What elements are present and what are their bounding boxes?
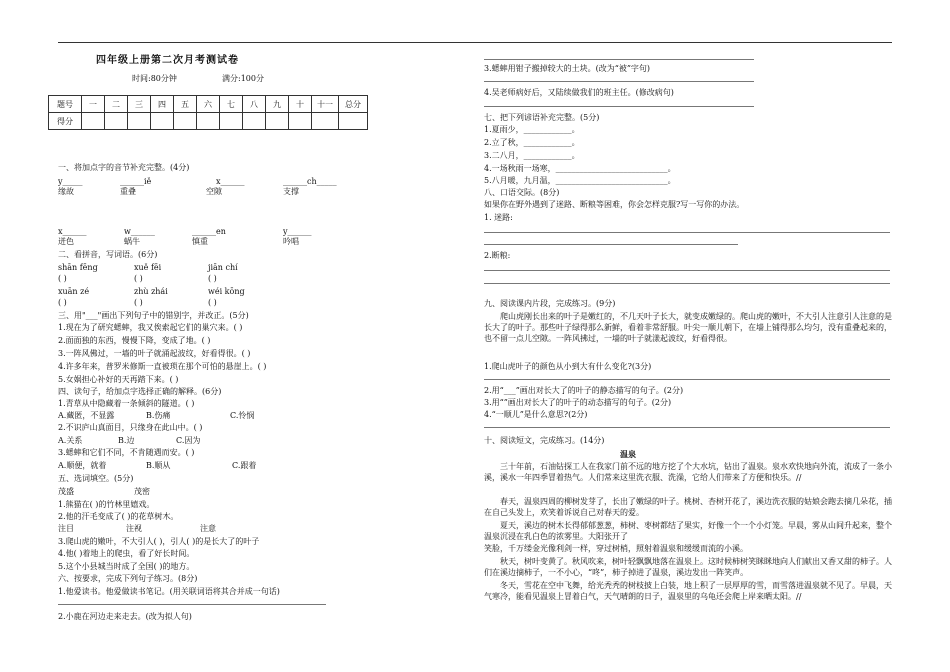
q2-answer-box[interactable]: ( ) <box>208 298 217 307</box>
q5-sentence[interactable]: 1.熊猫在( )的竹林里嬉戏。 <box>58 500 155 509</box>
score-header-cell: 五 <box>174 96 197 113</box>
q7-item[interactable]: 2.立了秋，____________。 <box>484 138 580 147</box>
score-header-cell: 七 <box>220 96 243 113</box>
q1-word: 慎重 <box>192 237 208 246</box>
q9-question: 4.“一顺儿”是什么意思?(2分) <box>484 410 588 419</box>
score-header-cell: 十 <box>289 96 312 113</box>
q6-sentence: 1.他爱读书。他爱做读书笔记。(用关联词语将其合并成一句话) <box>58 587 280 596</box>
essay-title: 温泉 <box>620 449 636 459</box>
q9-question: 2.用“___”画出对长大了的叶子的静态描写的句子。(2分) <box>484 386 684 395</box>
score-header-cell: 八 <box>243 96 266 113</box>
answer-line[interactable] <box>484 244 738 245</box>
score-cell[interactable] <box>128 113 151 130</box>
score-header-cell: 四 <box>151 96 174 113</box>
answer-line[interactable] <box>58 604 326 605</box>
q1-pinyin[interactable]: ______iě <box>120 177 152 186</box>
top-rule <box>58 42 892 43</box>
q6-sentence: 4.吴老师病好后，又陆续做我们的班主任。(修改病句) <box>484 88 674 97</box>
q2-pinyin: shān fēng <box>58 263 98 272</box>
full-score: 满分:100分 <box>222 74 264 83</box>
score-cell[interactable] <box>220 113 243 130</box>
q7-item[interactable]: 1.夏雨少，____________。 <box>484 125 580 134</box>
q2-pinyin: zhù zhái <box>134 287 168 296</box>
q7-item[interactable]: 5.八月暖，九月温，____________________________。 <box>484 176 676 185</box>
score-cell[interactable] <box>151 113 174 130</box>
essay-paragraph: 秋天，树叶变黄了。秋风吹来，树叶轻飘飘地落在温泉上。这时候柿树笑眯眯地向人们献出又香又甜的柿子。人们在溪边摘柿子，一不小心，“咚”，柿子掉进了温泉，溪边发出一阵笑声。 <box>484 557 892 577</box>
q5-word-choice: 注意 <box>200 524 216 533</box>
q5-title: 五、选词填空。(5分) <box>58 474 134 483</box>
score-header-cell: 六 <box>197 96 220 113</box>
q1-title: 一、将加点字的音节补充完整。(4分) <box>58 163 190 172</box>
q2-pinyin: xuān zé <box>58 287 90 296</box>
q4-sentence[interactable]: 1.青草从中隐藏着一条倾斜的隧道。( ) <box>58 399 195 408</box>
q8-title: 八、口语交际。(8分) <box>484 188 560 197</box>
q9-question: 3.用“”画出对长大了的叶子的动态描写的句子。(2分) <box>484 398 672 407</box>
q8-label: 2.断粮: <box>484 251 511 260</box>
q8-label: 1. 迷路: <box>484 213 513 222</box>
q2-answer-box[interactable]: ( ) <box>58 274 67 283</box>
score-cell[interactable] <box>312 113 339 130</box>
answer-line[interactable] <box>484 232 890 233</box>
q4-option[interactable]: B.边 <box>118 436 135 445</box>
q3-item[interactable]: 4.许多年来，普罗米修斯一直被琐在那个可怕的悬崖上。( ) <box>58 362 267 371</box>
q2-pinyin: wéi kōng <box>208 287 245 296</box>
q5-sentence[interactable]: 5.这个小县城当时成了全国( )的地方。 <box>58 562 195 571</box>
q2-answer-box[interactable]: ( ) <box>134 274 143 283</box>
q1-pinyin[interactable]: ______ch_____ <box>283 177 337 186</box>
q4-option[interactable]: A.关系 <box>58 436 83 445</box>
q1-pinyin[interactable]: y______ <box>283 227 312 236</box>
score-header-cell: 二 <box>105 96 128 113</box>
q5-sentence[interactable]: 2.他的汗毛变成了( )的花草树木。 <box>58 512 179 521</box>
q1-word: 支撑 <box>283 187 299 196</box>
score-cell[interactable] <box>197 113 220 130</box>
q1-word: 重叠 <box>120 187 136 196</box>
q3-item[interactable]: 5.女娲担心补好的天再踏下来。( ) <box>58 375 179 384</box>
q6-title: 六、按要求，完成下列句子练习。(8分) <box>58 574 198 583</box>
q4-option[interactable]: B.顺从 <box>146 461 171 470</box>
q1-pinyin[interactable]: x______ <box>58 227 87 236</box>
q3-item[interactable]: 3.一阵风佛过，一墙的叶子就涌起波纹，好看得很。( ) <box>58 349 251 358</box>
score-row-label: 得分 <box>49 113 82 130</box>
q6-sentence: 2.小鹿在河边走来走去。(改为拟人句) <box>58 612 192 621</box>
q3-item[interactable]: 2.面面独的东西，慢慢下降，变成了地。( ) <box>58 336 211 345</box>
q7-item[interactable]: 3.二八月，____________。 <box>484 151 580 160</box>
score-cell[interactable] <box>339 113 368 130</box>
q9-question: 1.爬山虎叶子的颜色从小到大有什么变化?(3分) <box>484 362 652 371</box>
page-title: 四年级上册第二次月考测试卷 <box>96 55 239 66</box>
q5-word-choice: 注视 <box>126 524 142 533</box>
score-cell[interactable] <box>82 113 105 130</box>
score-header-cell: 九 <box>266 96 289 113</box>
q4-option[interactable]: A.顺便，就着 <box>58 461 107 470</box>
q1-word: 空隙 <box>206 187 222 196</box>
q1-word: 缘故 <box>58 187 74 196</box>
q5-word-choice: 茂密 <box>134 487 150 496</box>
q5-word-choice: 注目 <box>58 524 74 533</box>
exam-time: 时间:80分钟 <box>132 74 177 83</box>
score-cell[interactable] <box>289 113 312 130</box>
score-cell[interactable] <box>105 113 128 130</box>
q3-item[interactable]: 1.现在为了研究蟋蟀，我又俟索起它们的巢穴来。( ) <box>58 323 243 332</box>
q4-option[interactable]: C.跟着 <box>232 461 257 470</box>
q8-prompt: 如果你在野外遇到了迷路、断粮等困难，你会怎样克服?写一写你的办法。 <box>484 200 745 209</box>
q2-answer-box[interactable]: ( ) <box>58 298 67 307</box>
essay-paragraph: 冬天，雪花在空中飞舞，给光秃秃的树枝披上白装，地上积了一层厚厚的雪，而雪落进温泉就不见了。早晨，天气寒冷，能看见温泉上冒着白气，天气晴朗的日子，温泉里的乌龟还会爬上岸来晒太阳。// <box>484 581 892 601</box>
q5-sentence[interactable]: 4.他( )着地上的爬虫，看了好长时间。 <box>58 549 195 558</box>
q3-title: 三、用"___"画出下列句子中的错别字，并改正。(5分) <box>58 311 249 320</box>
essay-paragraph: 春天，温泉四周的柳树发芽了，长出了嫩绿的叶子。桃树、杏树开花了，溪边洗衣服的姑娘会跑去摘几朵花，插在自己头发上，欢笑着诉说自己对春天的爱。 <box>484 497 892 517</box>
score-header-cell: 总分 <box>339 96 368 113</box>
q9-title: 九、阅读课内片段，完成练习。(9分) <box>484 299 616 308</box>
answer-line[interactable] <box>484 59 754 60</box>
q2-answer-box[interactable]: ( ) <box>134 298 143 307</box>
q2-pinyin: xuě fēi <box>134 263 162 272</box>
q2-answer-box[interactable]: ( ) <box>208 274 217 283</box>
score-header-cell: 十一 <box>312 96 339 113</box>
q10-title: 十、阅读短文，完成练习。(14分) <box>484 436 605 445</box>
score-table <box>48 95 368 130</box>
q2-pinyin: jiān chí <box>208 263 238 272</box>
score-header-cell: 三 <box>128 96 151 113</box>
score-value-row <box>49 113 368 130</box>
q7-title: 七、把下列谚语补充完整。(5分) <box>484 113 600 122</box>
q1-pinyin[interactable]: x______ <box>216 177 245 186</box>
q4-option[interactable]: C.因为 <box>176 436 201 445</box>
essay-paragraph: 三十年前，石油钻探工人在我家门前不远的地方挖了个大水坑，钻出了温泉。泉水欢快地向外流，流成了一条小溪，溪水一年四季冒着热气。人们常来这里洗衣服、洗澡，它给人们带来了方便和快乐。// <box>484 462 892 482</box>
score-cell[interactable] <box>266 113 289 130</box>
answer-line[interactable] <box>484 283 890 284</box>
q4-title: 四、读句子，给加点字选择正确的解释。(6分) <box>58 387 222 396</box>
q5-word-choice: 茂盛 <box>58 487 74 496</box>
q1-word: 迸色 <box>58 237 74 246</box>
q6-sentence: 3.蟋蟀用钳子搬掉较大的土块。(改为“被”字句) <box>484 64 651 73</box>
q4-sentence[interactable]: 2.不识庐山真面目，只缘身在此山中。( ) <box>58 423 203 432</box>
score-cell[interactable] <box>243 113 266 130</box>
q4-option[interactable]: A.藏匿，不显露 <box>58 411 115 420</box>
q9-passage: 爬山虎刚长出来的叶子是嫩红的，不几天叶子长大，就变成嫩绿的。爬山虎的嫩叶，不大引人注意引人注意的是长大了的叶子。那些叶子绿得那么新鲜，看着非常舒服。叶尖一顺儿朝下，在墙上铺得那么均匀，没有重叠起来的，也不留一点儿空隙。一阵风拂过，一墙的叶子就漾起波纹，好看得很。 <box>484 312 892 343</box>
answer-line[interactable] <box>484 379 890 380</box>
q1-word: 吟唱 <box>283 237 299 246</box>
q4-option[interactable]: B.伤痛 <box>146 411 171 420</box>
q4-option[interactable]: C.怜悯 <box>230 411 255 420</box>
q5-sentence[interactable]: 3.爬山虎的嫩叶，不大引人( )，引人( )的是长大了的叶子 <box>58 537 260 546</box>
answer-line[interactable] <box>484 81 754 82</box>
q1-pinyin[interactable]: ______en <box>192 227 226 236</box>
score-header-row <box>49 96 368 113</box>
score-cell[interactable] <box>174 113 197 130</box>
q2-title: 二、看拼音，写词语。(6分) <box>58 250 158 259</box>
q4-sentence[interactable]: 3.蟋蟀和它们不同，不肯随遇而安。( ) <box>58 448 195 457</box>
q1-word: 蜗牛 <box>124 237 140 246</box>
score-header-cell: 题号 <box>49 96 82 113</box>
answer-line[interactable] <box>484 427 890 428</box>
q1-pinyin[interactable]: w______ <box>124 227 155 236</box>
q1-pinyin[interactable]: y_____ <box>58 177 83 186</box>
q7-item[interactable]: 4.一场秋雨一场寒，____________________________。 <box>484 164 676 173</box>
score-header-cell: 一 <box>82 96 105 113</box>
answer-line[interactable] <box>484 270 890 271</box>
answer-line[interactable] <box>484 106 754 107</box>
essay-paragraph: 笑脸，千万缕金光像利剑一样，穿过树梢，照射着温泉和缓缓而流的小溪。 <box>484 544 748 553</box>
essay-paragraph: 夏天，溪边的树木长得郁郁葱葱，柿树、枣树都结了果实，好像一个一个小灯笼。早晨，雾从山间升起来，整个温泉沉浸在乳白色的浓雾里。大阳张开了 <box>484 521 892 541</box>
